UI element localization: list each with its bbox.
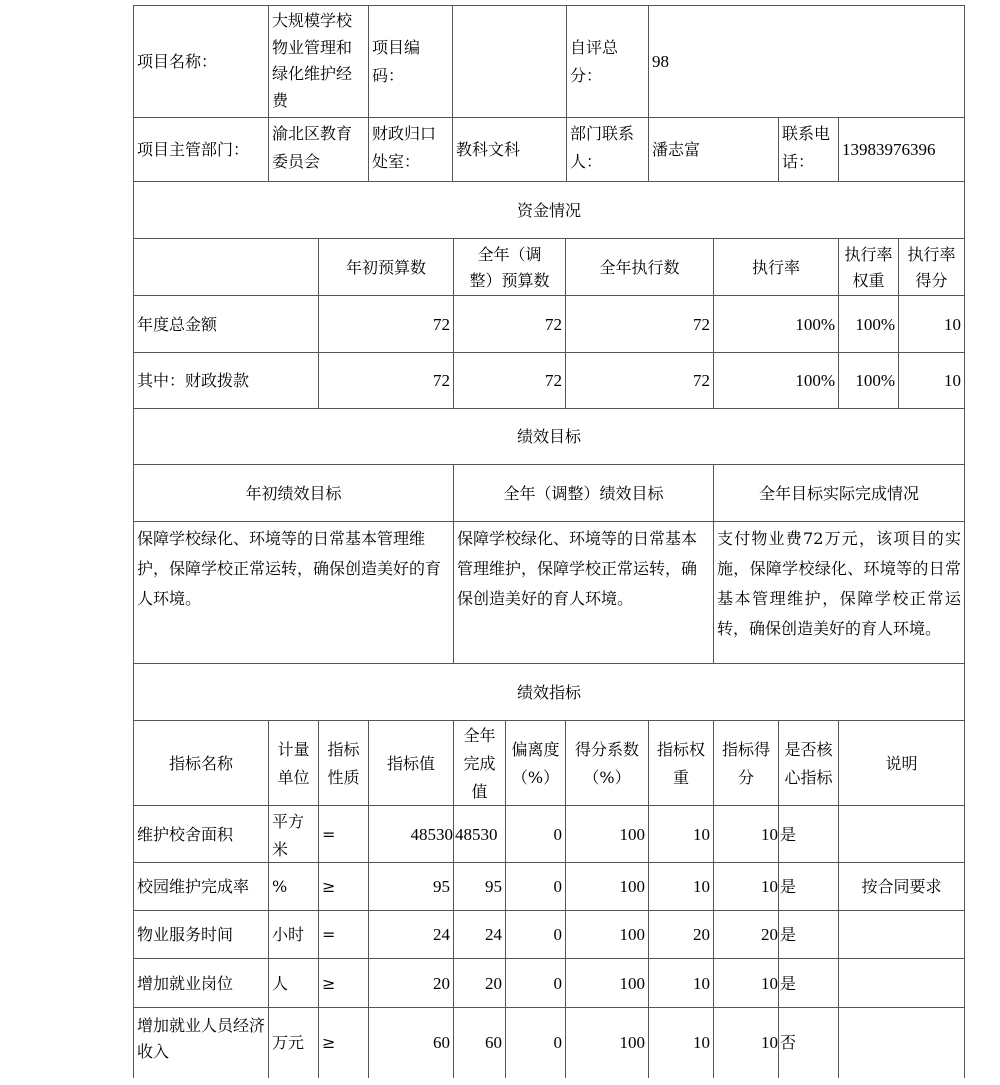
funds-adjusted-budget-value: 72 [453, 296, 565, 353]
goals-content-row [133, 521, 965, 664]
indicator-nature: ≥ [318, 863, 368, 911]
indicator-unit: % [268, 863, 318, 911]
indicator-weight: 10 [648, 1008, 713, 1078]
funds-execution-rate-value: 100% [713, 353, 838, 409]
indicator-core: 是 [778, 806, 838, 863]
contact-person-label: 部门联系人： [566, 118, 648, 182]
goals-section-row [133, 408, 965, 465]
indicator-deviation: 0 [505, 911, 565, 959]
indicator-row [133, 910, 965, 959]
self-score-label: 自评总分： [566, 6, 648, 118]
ind-header-weight: 指标权重 [648, 721, 713, 806]
funds-row-fiscal [133, 352, 965, 409]
funds-header-executed: 全年执行数 [565, 239, 713, 296]
ind-header-completed: 全年完成值 [453, 721, 505, 806]
indicator-target: 48530 [368, 806, 453, 863]
indicator-core: 是 [778, 959, 838, 1008]
funds-rate-weight-value: 100% [838, 353, 898, 409]
indicators-section-row [133, 663, 965, 721]
funds-rate-score-value: 10 [898, 296, 965, 353]
project-name-label: 项目名称： [133, 6, 268, 118]
funds-header-initial-budget: 年初预算数 [318, 239, 453, 296]
self-score-value: 98 [648, 6, 965, 118]
funds-execution-rate-value: 100% [713, 296, 838, 353]
indicator-score: 10 [713, 863, 778, 911]
funds-header-adjusted-budget: 全年（调整）预算数 [453, 239, 565, 296]
funds-row-total [133, 295, 965, 353]
indicator-weight: 20 [648, 911, 713, 959]
indicator-note [838, 959, 965, 1008]
indicator-note [838, 806, 965, 863]
project-name-value: 大规模学校物业管理和绿化维护经费 [268, 6, 368, 118]
indicator-core: 是 [778, 863, 838, 911]
indicator-name: 增加就业人员经济收入 [133, 1008, 268, 1078]
funds-section-title: 资金情况 [133, 182, 965, 239]
ind-header-name: 指标名称 [133, 721, 268, 806]
indicator-row [133, 805, 965, 863]
department-label: 项目主管部门： [133, 118, 268, 182]
goals-initial-text: 保障学校绿化、环境等的日常基本管理维护，保障学校正常运转，确保创造美好的育人环境。 [133, 522, 453, 664]
indicators-header-row [133, 720, 965, 806]
indicator-nature: = [318, 806, 368, 863]
contact-person-value: 潘志富 [648, 118, 778, 182]
goals-actual-text: 支付物业费72万元，该项目的实施，保障学校绿化、环境等的日常基本管理维护，保障学校正常运转，确保创造美好的育人环境。 [713, 522, 965, 664]
indicator-score: 10 [713, 806, 778, 863]
indicator-core: 否 [778, 1008, 838, 1078]
indicator-completed: 24 [453, 911, 505, 959]
funds-rate-weight-value: 100% [838, 296, 898, 353]
funds-initial-budget-value: 72 [318, 296, 453, 353]
indicator-unit: 小时 [268, 911, 318, 959]
funds-initial-budget-value: 72 [318, 353, 453, 409]
finance-office-label: 财政归口处室： [368, 118, 452, 182]
indicator-deviation: 0 [505, 863, 565, 911]
indicator-core: 是 [778, 911, 838, 959]
phone-value: 13983976396 [838, 118, 965, 182]
funds-executed-value: 72 [565, 353, 713, 409]
indicator-target: 95 [368, 863, 453, 911]
indicator-weight: 10 [648, 959, 713, 1008]
ind-header-score: 指标得分 [713, 721, 778, 806]
funds-header-execution-rate: 执行率 [713, 239, 838, 296]
ind-header-target: 指标值 [368, 721, 453, 806]
indicator-row [133, 958, 965, 1008]
indicator-note [838, 1008, 965, 1078]
indicator-nature: = [318, 911, 368, 959]
indicator-name: 物业服务时间 [133, 911, 268, 959]
indicator-name: 校园维护完成率 [133, 863, 268, 911]
indicator-target: 60 [368, 1008, 453, 1078]
funds-adjusted-budget-value: 72 [453, 353, 565, 409]
goals-section-title: 绩效目标 [133, 409, 965, 465]
funds-section-row [133, 181, 965, 239]
indicator-note [838, 911, 965, 959]
indicator-target: 20 [368, 959, 453, 1008]
funds-header-row [133, 238, 965, 296]
indicator-coefficient: 100 [565, 959, 648, 1008]
indicator-completed: 20 [453, 959, 505, 1008]
funds-header-rate-weight: 执行率权重 [838, 239, 898, 296]
indicator-unit: 平方米 [268, 806, 318, 863]
indicator-score: 10 [713, 1008, 778, 1078]
funds-executed-value: 72 [565, 296, 713, 353]
ind-header-unit: 计量单位 [268, 721, 318, 806]
indicator-coefficient: 100 [565, 1008, 648, 1078]
finance-office-value: 教科文科 [452, 118, 566, 182]
indicator-coefficient: 100 [565, 863, 648, 911]
indicator-name: 维护校舍面积 [133, 806, 268, 863]
indicator-nature: ≥ [318, 1008, 368, 1078]
indicator-deviation: 0 [505, 1008, 565, 1078]
department-row [133, 117, 965, 182]
indicator-row [133, 1007, 965, 1078]
goals-adjusted-text: 保障学校绿化、环境等的日常基本管理维护，保障学校正常运转，确保创造美好的育人环境。 [453, 522, 713, 664]
goals-header-row [133, 464, 965, 522]
ind-header-note: 说明 [838, 721, 965, 806]
indicators-section-title: 绩效指标 [133, 664, 965, 721]
indicator-unit: 万元 [268, 1008, 318, 1078]
goals-header-adjusted: 全年（调整）绩效目标 [453, 465, 713, 522]
indicator-completed: 48530 [453, 806, 505, 863]
department-value: 渝北区教育委员会 [268, 118, 368, 182]
indicator-score: 10 [713, 959, 778, 1008]
ind-header-deviation: 偏离度（%） [505, 721, 565, 806]
funds-header-rate-score: 执行率得分 [898, 239, 965, 296]
goals-header-actual: 全年目标实际完成情况 [713, 465, 965, 522]
ind-header-nature: 指标性质 [318, 721, 368, 806]
indicator-row [133, 862, 965, 911]
phone-label: 联系电话： [778, 118, 838, 182]
funds-rate-score-value: 10 [898, 353, 965, 409]
funds-row-label: 年度总金额 [133, 296, 318, 353]
project-code-label: 项目编码： [368, 6, 452, 118]
indicator-deviation: 0 [505, 806, 565, 863]
indicator-coefficient: 100 [565, 911, 648, 959]
indicator-nature: ≥ [318, 959, 368, 1008]
funds-header-blank [133, 239, 318, 296]
indicator-weight: 10 [648, 806, 713, 863]
goals-header-initial: 年初绩效目标 [133, 465, 453, 522]
project-code-value [452, 6, 566, 118]
indicator-target: 24 [368, 911, 453, 959]
funds-row-label: 其中：财政拨款 [133, 353, 318, 409]
indicator-completed: 95 [453, 863, 505, 911]
indicator-score: 20 [713, 911, 778, 959]
ind-header-core: 是否核心指标 [778, 721, 838, 806]
project-info-row [133, 5, 965, 118]
performance-evaluation-table [133, 5, 965, 1085]
indicator-name: 增加就业岗位 [133, 959, 268, 1008]
indicator-note: 按合同要求 [838, 863, 965, 911]
indicator-unit: 人 [268, 959, 318, 1008]
indicator-coefficient: 100 [565, 806, 648, 863]
indicator-completed: 60 [453, 1008, 505, 1078]
ind-header-coefficient: 得分系数（%） [565, 721, 648, 806]
indicator-weight: 10 [648, 863, 713, 911]
indicator-deviation: 0 [505, 959, 565, 1008]
